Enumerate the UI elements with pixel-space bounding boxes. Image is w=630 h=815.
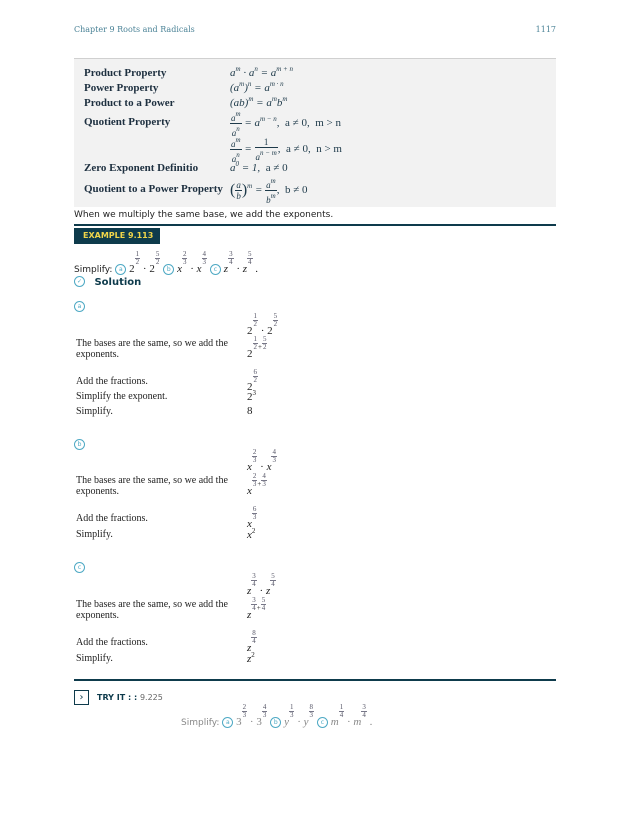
example-problem: Simplify: a 2 $\frac{1}{2}$ · 2 $\frac{5}{2}$ b x $\frac{2}{3}$ · x $\frac{4}{3}$ c z $\frac{3}{4}$ · z $\frac{5}{4}$ . [74,250,259,275]
step-text: Simplify. [76,653,113,664]
part-marker: c [74,557,85,576]
math-expression: $2^3$ [247,389,256,403]
quotient-to-power-formula: ( $\frac{a}{b}$ )$^m$ = $\frac{a^m}{b^m}$ , b ≠ 0 [230,177,308,205]
property-name: Product to a Power [84,97,175,109]
zero-exponent-formula: $a^0 = 1$, a ≠ 0 [230,160,288,174]
part-marker: b [74,434,85,453]
math-expression: 2 $\frac{6}{2}$ [247,368,257,393]
property-name: Power Property [84,82,159,94]
math-expression: $z^2$ [247,651,255,665]
page-number: 1117 [535,25,556,34]
exponent-properties-box [74,58,556,207]
step-text: The bases are the same, so we add the exponents. [76,338,228,360]
example-top-rule [74,224,556,226]
math-expression: z $\frac{3}{4}$ + $\frac{5}{4}$ [247,596,266,621]
example-label: EXAMPLE 9.113 [74,228,160,244]
part-marker: b [163,264,174,275]
chapter-title: Chapter 9 Roots and Radicals [74,25,195,34]
quotient-property-formula-2: $\frac{a^m}{a^n}$ = $\frac{1}{a^{n - m}}$ , a ≠ 0, n > m [231,136,342,164]
product-property-formula: $a^m \cdot a^n = a^{m + n}$ [230,65,294,79]
step-text: Add the fractions. [76,637,148,648]
math-expression: x $\frac{6}{3}$ [247,505,257,530]
property-name: Quotient Property [84,116,171,128]
property-name: Quotient to a Power Property [84,183,223,195]
step-text: Simplify the exponent. [76,391,168,402]
intro-text: When we multiply the same base, we add the exponents. [74,210,334,220]
math-expression: z $\frac{3}{4}$ · z $\frac{5}{4}$ [247,572,275,597]
step-text: Add the fractions. [76,376,148,387]
math-expression: 2 $\frac{1}{2}$ + $\frac{5}{2}$ [247,335,267,360]
math-expression: $x^2$ [247,527,256,541]
property-name: Product Property [84,67,167,79]
math-expression: x $\frac{2}{3}$ · x $\frac{4}{3}$ [247,448,276,473]
solution-heading: ✓ Solution [74,276,141,288]
check-icon: ✓ [74,276,85,287]
power-property-formula: $(a^m)^n = a^{m \cdot n}$ [230,80,284,94]
part-marker: a [222,717,233,728]
step-text: The bases are the same, so we add the exponents. [76,599,228,621]
product-to-power-formula: $(ab)^m = a^mb^m$ [230,95,288,109]
step-text: Simplify. [76,406,113,417]
math-expression: 2 $\frac{1}{2}$ · 2 $\frac{5}{2}$ [247,312,278,337]
math-expression: x $\frac{2}{3}$ + $\frac{4}{3}$ [247,472,266,497]
step-text: Add the fractions. [76,513,148,524]
part-marker: a [115,264,126,275]
part-marker: b [270,717,281,728]
step-text: Simplify. [76,529,113,540]
try-it-rule [74,679,556,681]
try-it-problem: Simplify: a 3 $\frac{2}{3}$ · 3 $\frac{4}{3}$ b y $\frac{1}{3}$ · y $\frac{8}{3}$ c m $\frac{1}{4}$ · m $\frac{3}{4}$ . [181,703,373,728]
try-it-label: TRY IT : : 9.225 [97,693,163,702]
part-marker: c [317,717,328,728]
expand-chevron-icon[interactable]: › [74,690,89,705]
step-text: The bases are the same, so we add the exponents. [76,475,228,497]
property-name: Zero Exponent Definitio [84,162,199,174]
part-marker: c [210,264,221,275]
result-value: 8 [247,405,253,417]
math-expression: z $\frac{8}{4}$ [247,629,256,654]
quotient-property-formula-1: $\frac{a^m}{a^n}$ = $a^{m - n}$, a ≠ 0, m > n [231,110,341,138]
part-marker: a [74,296,85,315]
